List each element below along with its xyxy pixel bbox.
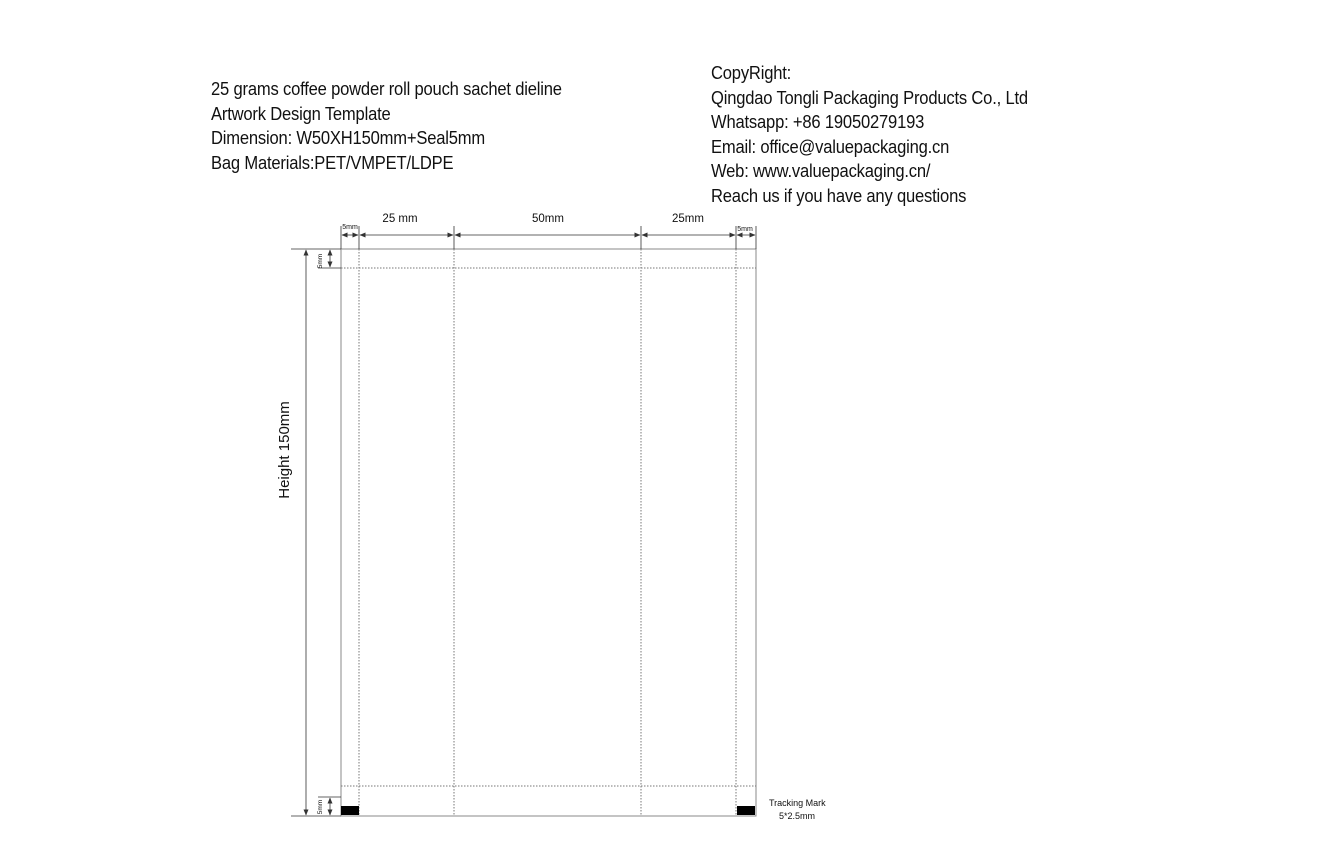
tracking-mark-size: 5*2.5mm [779,811,816,821]
left-panel-label: 25 mm [382,213,418,225]
width-dimensions [341,226,756,249]
bottom-seal-label: 5mm [317,799,324,815]
web-text: Web: www.valuepackaging.cn/ [711,161,931,181]
height-label: Height 150mm [276,401,293,499]
tracking-mark-left [341,806,359,815]
contact-note: Reach us if you have any questions [711,185,967,206]
right-seal-label: 5mm [737,226,753,233]
template-subtitle: Artwork Design Template [211,103,391,124]
height-dimension [291,249,341,816]
left-seal-label: 5mm [342,224,358,231]
tracking-mark-label: Tracking Mark [769,798,826,808]
materials-text: Bag Materials:PET/VMPET/LDPE [211,152,454,173]
tracking-mark-right [737,806,755,815]
right-panel-label: 25mm [672,213,704,225]
template-title: 25 grams coffee powder roll pouch sachet dieline [211,79,562,99]
top-seal-label: 5mm [317,253,324,269]
company-name: Qingdao Tongli Packaging Products Co., Ltd [711,87,1028,108]
dimension-text: Dimension: W50XH150mm+Seal5mm [211,128,485,148]
fold-lines [341,249,756,816]
whatsapp-text: Whatsapp: +86 19050279193 [711,112,925,132]
center-panel-label: 50mm [532,213,564,225]
bag-outline [341,249,756,816]
copyright-text: CopyRight: [711,63,792,83]
email-text: Email: office@valuepackaging.cn [711,136,950,157]
